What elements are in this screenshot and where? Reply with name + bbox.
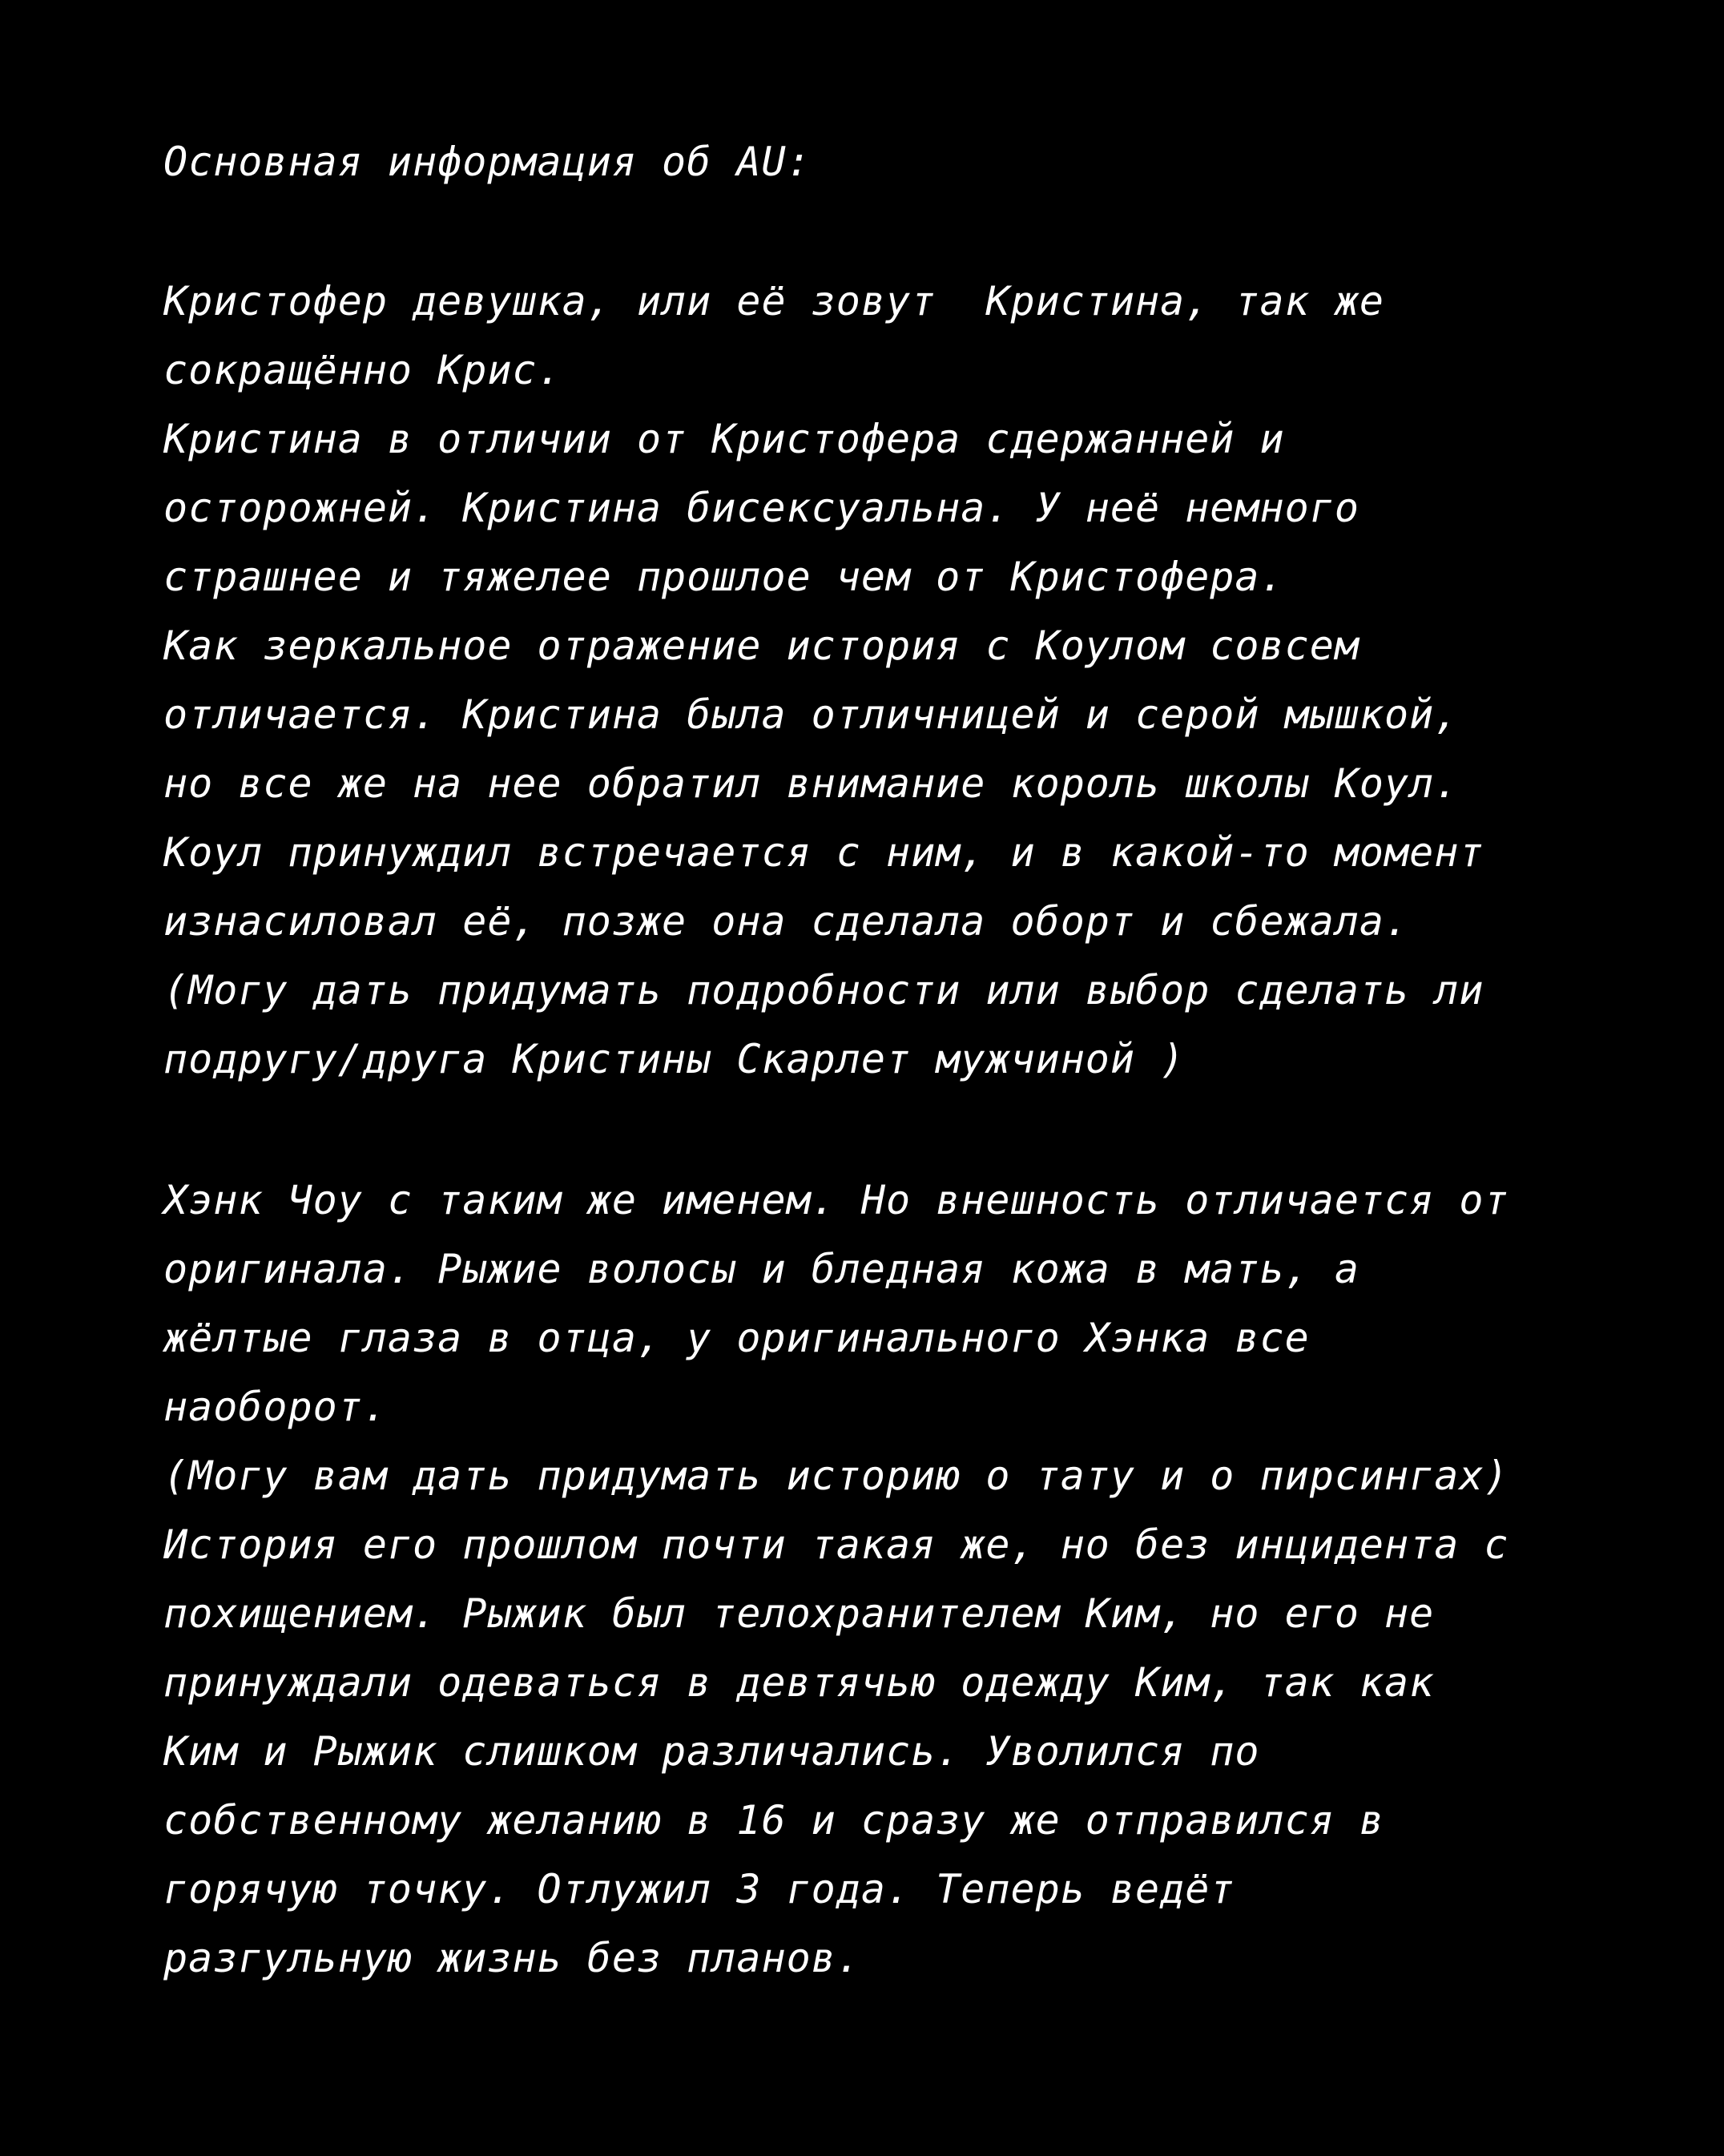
- text-line: принуждали одеваться в девтячью одежду Ким, так как: [163, 1659, 1435, 1706]
- text-line: похищением. Рыжик был телохранителем Ким, но его не: [163, 1590, 1435, 1637]
- text-line: (Могу вам дать придумать историю о тату и о пирсингах): [163, 1453, 1509, 1499]
- text-line: наоборот.: [163, 1384, 388, 1430]
- text-line: (Могу дать придумать подробности или выбор сделать ли: [163, 967, 1484, 1014]
- text-line: Коул принуждил встречается с ним, и в какой-то момент: [163, 829, 1484, 876]
- text-line: Как зеркальное отражение история с Коулом совсем: [163, 623, 1359, 669]
- text-line: Кристина в отличии от Кристофера сдержанней и: [163, 416, 1285, 462]
- text-line: разгульную жизнь без планов.: [163, 1935, 861, 1981]
- text-line: Ким и Рыжик слишком различались. Уволился по: [163, 1728, 1260, 1775]
- text-line: Кристофер девушка, или её зовут Кристина, так же: [163, 278, 1385, 324]
- text-line: История его прошлом почти такая же, но без инцидента с: [163, 1521, 1509, 1568]
- text-line: жёлтые глаза в отца, у оригинального Хэнка все: [163, 1315, 1310, 1361]
- text-line: Хэнк Чоу с таким же именем. Но внешность отличается от: [163, 1177, 1509, 1223]
- text-line: сокращённо Крис.: [163, 347, 562, 393]
- text-line: но все же на нее обратил внимание король школы Коул.: [163, 760, 1460, 807]
- text-line: осторожней. Кристина бисексуальна. У неё немного: [163, 485, 1359, 531]
- text-line: оригинала. Рыжие волосы и бледная кожа в мать, а: [163, 1246, 1359, 1292]
- text-line: изнасиловал её, позже она сделала оборт и сбежала.: [163, 898, 1410, 945]
- text-line: горячую точку. Отлужил 3 года. Теперь ведёт: [163, 1866, 1235, 1912]
- text-line: собственному желанию в 16 и сразу же отправился в: [163, 1797, 1385, 1844]
- text-line: страшнее и тяжелее прошлое чем от Кристофера.: [163, 554, 1285, 600]
- text-line: подругу/друга Кристины Скарлет мужчиной ): [163, 1036, 1186, 1082]
- text-line: отличается. Кристина была отличницей и серой мышкой,: [163, 691, 1460, 738]
- document-title: Основная информация об AU:: [163, 139, 812, 185]
